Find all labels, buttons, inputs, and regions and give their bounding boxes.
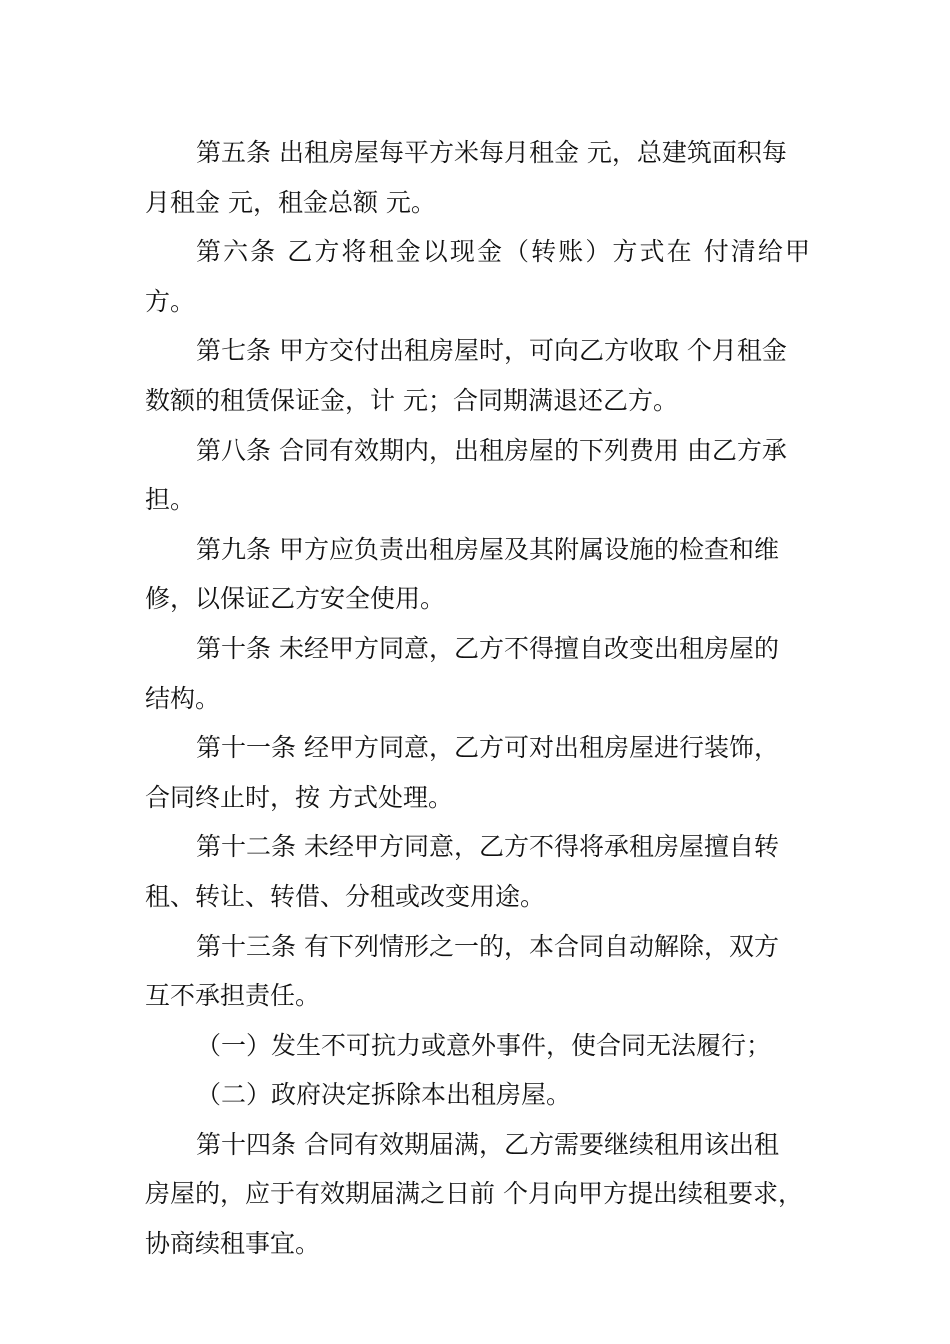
- clause-14-line-3: 协商续租事宜。: [145, 1229, 321, 1259]
- clause-13-line-1: 第十三条 有下列情形之一的，本合同自动解除，双方: [196, 931, 779, 961]
- clause-13-item-2: [145, 1070, 810, 1120]
- clause-8-line-2: 担。: [145, 485, 196, 515]
- clause-10-line-1: 第十条 未经甲方同意，乙方不得擅自改变出租房屋的: [196, 633, 779, 663]
- clause-7-line-1: 第七条 甲方交付出租房屋时，可向乙方收取 个月租金: [196, 336, 787, 366]
- clause-8-line-1: 第八条 合同有效期内，出租房屋的下列费用 由乙方承: [196, 435, 787, 465]
- clause-9-line-2: 修，以保证乙方安全使用。: [145, 584, 446, 614]
- clause-12-line-1: 第十二条 未经甲方同意，乙方不得将承租房屋擅自转: [196, 832, 779, 862]
- contract-text: [145, 128, 810, 1269]
- clause-5-line-2: 月租金 元，租金总额 元。: [145, 187, 436, 217]
- clause-13-item-2-line-1: （二）政府决定拆除本出租房屋。: [196, 1080, 572, 1110]
- clause-7-line-2: 数额的租赁保证金，计 元；合同期满退还乙方。: [145, 385, 678, 415]
- clause-13-item-1: [145, 1021, 810, 1071]
- clause-6: [145, 227, 810, 326]
- clause-11-line-2: 合同终止时，按 方式处理。: [145, 782, 453, 812]
- clause-6-line-1: 第六条 乙方将租金以现金（转账）方式在 付清给甲方。: [145, 237, 810, 316]
- clause-11-line-1: 第十一条 经甲方同意，乙方可对出租房屋进行装饰，: [196, 733, 779, 763]
- clause-5: [145, 128, 810, 227]
- clause-9-line-1: 第九条 甲方应负责出租房屋及其附属设施的检查和维: [196, 534, 779, 564]
- clause-5-line-1: 第五条 出租房屋每平方米每月租金 元，总建筑面积每: [196, 138, 787, 167]
- clause-13-item-1-line-1: （一）发生不可抗力或意外事件，使合同无法履行；: [196, 1030, 772, 1060]
- clause-12: [145, 822, 810, 921]
- clause-11: [145, 723, 810, 822]
- clause-8: [145, 426, 810, 525]
- clause-14: [145, 1120, 810, 1269]
- clause-12-line-2: 租、转让、转借、分租或改变用途。: [145, 881, 546, 911]
- clause-13-line-2: 互不承担责任。: [145, 981, 321, 1011]
- clause-14-line-1: 第十四条 合同有效期届满，乙方需要继续租用该出租: [196, 1129, 779, 1159]
- clause-13: [145, 922, 810, 1021]
- clause-9: [145, 525, 810, 624]
- clause-14-line-2: 房屋的，应于有效期届满之日前 个月向甲方提出续租要求，: [145, 1179, 803, 1209]
- clause-7: [145, 326, 810, 425]
- clause-10: [145, 624, 810, 723]
- clause-10-line-2: 结构。: [145, 683, 221, 713]
